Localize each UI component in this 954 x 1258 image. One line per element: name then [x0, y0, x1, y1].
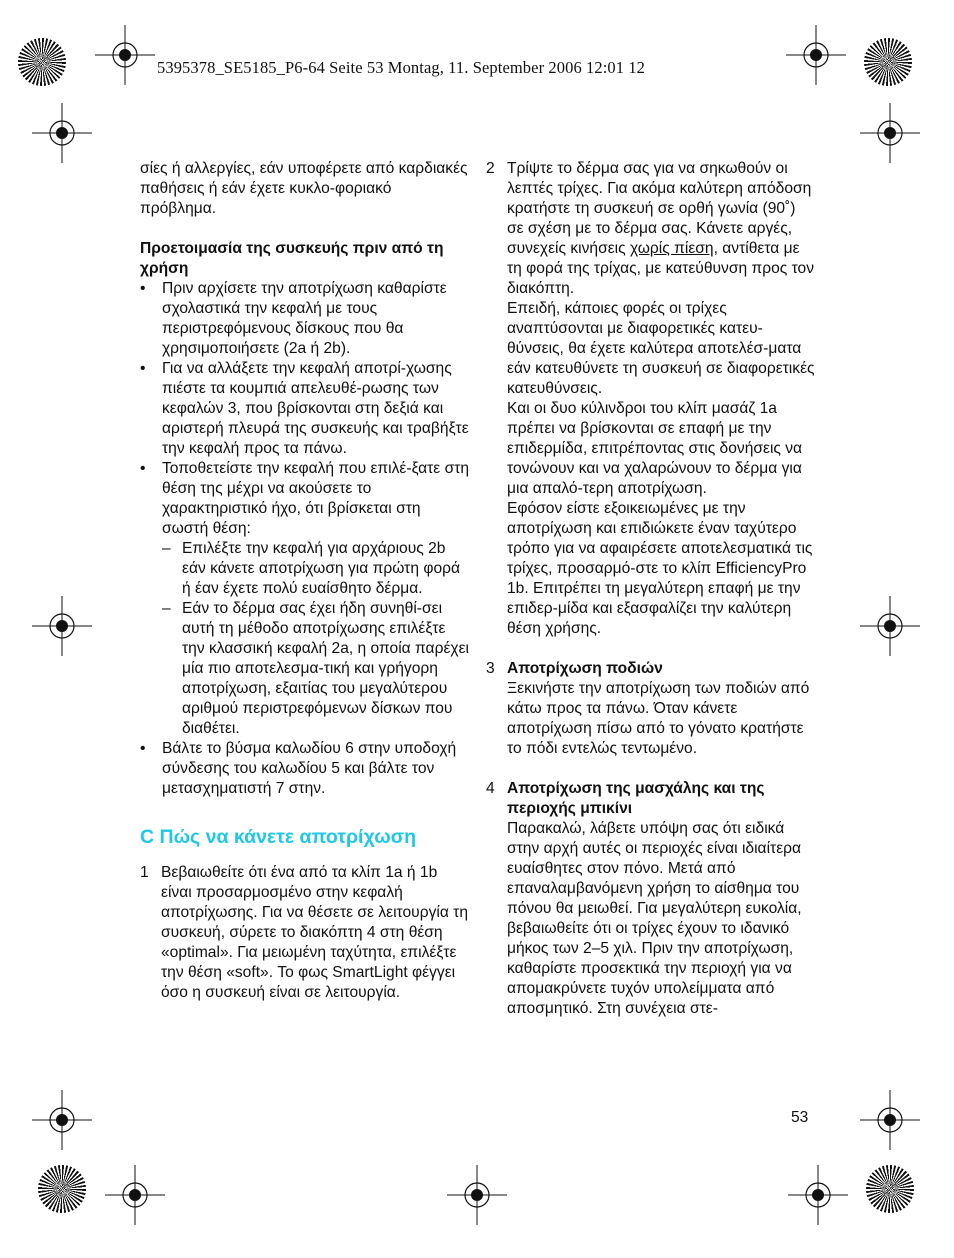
step-body	[507, 159, 816, 639]
step-paragraph: Ξεκινήστε την αποτρίχωση των ποδιών από κάτω προς τα πάνω. Όταν κάνετε αποτρίχωση πίσω από το γόνατο κρατήστε το πόδι εντελώς τεντωμένο.	[507, 680, 810, 757]
printer-rosette-top-right	[864, 38, 912, 86]
registration-mark-upper-left	[32, 103, 92, 163]
sub-item-text: Εάν το δέρμα σας έχει ήδη συνηθί-σει αυτή τη μέθοδο αποτρίχωσης επιλέξτε την κλασσική κεφαλή 2a, η οποία παρέχει μία πιο αποτελεσμα-τική και γρήγορη αποτρίχωση, εξαιτίας του μεγαλύτερου αριθμού περιστρεφόμενων δίσκων που διαθέτει.	[182, 600, 469, 737]
list-item	[140, 279, 470, 359]
step-number: 3	[486, 660, 495, 677]
registration-mark-bottom-left-inner	[105, 1165, 165, 1225]
step-body	[507, 659, 816, 759]
step-heading: Αποτρίχωση της μασχάλης και της περιοχής μπικίνι	[507, 780, 765, 817]
dash-marker: –	[162, 540, 171, 557]
registration-mark-bottom-center	[447, 1165, 507, 1225]
step-number: 2	[486, 160, 495, 177]
numbered-step	[486, 159, 816, 639]
intro-paragraph: σίες ή αλλεργίες, εάν υποφέρετε από καρδιακές παθήσεις ή εάν έχετε κυκλο-φοριακό πρόβλημα.	[140, 160, 468, 217]
sub-list-item	[140, 539, 470, 599]
print-slug-header: 5395378_SE5185_P6-64 Seite 53 Montag, 11. September 2006 12:01 12	[157, 58, 646, 77]
dash-marker: –	[162, 600, 171, 617]
step-number: 4	[486, 780, 495, 797]
registration-mark-lower-left	[32, 1090, 92, 1150]
bullet-text: Τοποθετείστε την κεφαλή που επιλέ-ξατε στη θέση της μέχρι να ακούσετε το χαρακτηριστικό ήχο, ότι βρίσκεται στη σωστή θέση:	[162, 460, 470, 537]
list-item	[140, 459, 470, 539]
list-item	[140, 359, 470, 459]
step-paragraph: Επειδή, κάποιες φορές οι τρίχες αναπτύσονται με διαφορετικές κατευ-θύνσεις, θα έχετε καλύτερα αποτελέσ-ματα εάν κατευθύνετε τη συσκευή σε διαφορετικές κατευθύνσεις.	[507, 300, 815, 397]
section-title: C Πώς να κάνετε αποτρίχωση	[140, 826, 417, 848]
registration-mark-mid-right	[860, 596, 920, 656]
printer-rosette-top-left	[18, 38, 66, 86]
bullet-text: Βάλτε το βύσμα καλωδίου 6 στην υποδοχή σύνδεσης του καλωδίου 5 και βάλτε τον μετασχηματιστή 7 στην.	[162, 740, 457, 797]
numbered-step	[140, 863, 470, 1003]
sub-list-item	[140, 599, 470, 739]
bullet-text: Για να αλλάξετε την κεφαλή αποτρί-χωσης πιέστε τα κουμπιά απελευθέ-ρωσης των κεφαλών 3, που βρίσκονται στη δεξιά και αριστερή πλευρά της συσκευής και τραβήξτε την κεφαλή προς τα πάνω.	[162, 360, 469, 457]
registration-mark-top-left-inner	[95, 25, 155, 85]
step-paragraph: Παρακαλώ, λάβετε υπόψη σας ότι ειδικά στην αρχή αυτές οι περιοχές είναι ιδιαίτερα ευαίσθητες στον πόνο. Μετά από επαναλαμβανόμενη χρήση το αίσθημα του πόνου θα μειωθεί. Για μεγαλύτερη ευκολία, βεβαιωθείτε ότι οι τρίχες έχουν το ιδανικό μήκος των 2–5 χιλ. Πριν την αποτρίχωση, καθαρίστε προσεκτικά την περιοχή για να απομακρύνετε τυχόν υπολείμματα από αποσμητικό. Στη συνέχεια στε-	[507, 820, 802, 1017]
bullet-text: Πριν αρχίσετε την αποτρίχωση καθαρίστε σχολαστικά την κεφαλή με τους περιστρεφόμενους δίσκους που θα χρησιμοποιήσετε (2a ή 2b).	[162, 280, 447, 357]
numbered-step	[486, 779, 816, 1019]
registration-mark-lower-right	[860, 1090, 920, 1150]
step-text: Βεβαιωθείτε ότι ένα από τα κλίπ 1a ή 1b είναι προσαρμοσμένο στην κεφαλή αποτρίχωσης. Για να θέσετε σε λειτουργία τη συσκευή, σύρετε το διακόπτη 4 στη θέση «optimal». Για μειωμένη ταχύτητα, επιλέξτε την θέση «soft». Το φως SmartLight φέγγει όσο η συσκευή είναι σε λειτουργία.	[161, 864, 469, 1001]
printer-rosette-bottom-left	[38, 1165, 86, 1213]
step-number: 1	[140, 864, 149, 881]
registration-mark-bottom-right-inner	[788, 1165, 848, 1225]
registration-mark-top-right-inner	[786, 25, 846, 85]
left-column	[140, 159, 470, 1003]
numbered-step	[486, 659, 816, 759]
registration-mark-mid-left	[32, 596, 92, 656]
right-column	[486, 159, 816, 1019]
step-paragraph: Και οι δυο κύλινδροι του κλίπ μασάζ 1a πρέπει να βρίσκονται σε επαφή με την επιδερμίδα, επιτρέποντας στις δονήσεις να τονώνουν και να χαλαρώνουν το δέρμα για μια απαλό-τερη αποτρίχωση.	[507, 400, 803, 497]
list-item	[140, 739, 470, 799]
step-paragraph	[507, 159, 816, 299]
prep-heading: Προετοιμασία της συσκευής πριν από τη χρήση	[140, 240, 444, 277]
underlined-emphasis: χωρίς πίεση	[629, 240, 714, 257]
page-number: 53	[791, 1109, 809, 1126]
registration-mark-upper-right	[860, 103, 920, 163]
step-heading: Αποτρίχωση ποδιών	[507, 660, 663, 677]
step-text: , αντίθετα με τη φορά της τρίχας, με κατεύθυνση προς τον διακόπτη.	[507, 240, 815, 297]
step-text: Τρίψτε το δέρμα σας για να σηκωθούν οι λεπτές τρίχες. Για ακόμα καλύτερη απόδοση κρατήστε τη συσκευή σε ορθή γωνία (90˚) σε σχέση με το δέρμα σας. Κάνετε αργές, συνεχείς κινήσεις	[507, 160, 812, 257]
bullet-marker: •	[140, 460, 146, 477]
printer-rosette-bottom-right	[866, 1165, 914, 1213]
bullet-marker: •	[140, 740, 146, 757]
bullet-marker: •	[140, 360, 146, 377]
step-paragraph: Εφόσον είστε εξοικειωμένες με την αποτρίχωση και επιδιώκετε έναν ταχύτερο τρόπο για να αφαιρέσετε αποτελεσματικά τις τρίχες, προσαρμό-στε το κλίπ EfficiencyPro 1b. Επιτρέπει τη μεγαλύτερη επαφή με την επιδερ-μίδα και εξασφαλίζει την καλύτερη θέση χρήσης.	[507, 500, 813, 637]
step-body	[507, 779, 816, 1019]
sub-item-text: Επιλέξτε την κεφαλή για αρχάριους 2b εάν κάνετε αποτρίχωση για πρώτη φορά ή έαν έχετε πολύ ευαίσθητο δέρμα.	[182, 540, 461, 597]
bullet-marker: •	[140, 280, 146, 297]
